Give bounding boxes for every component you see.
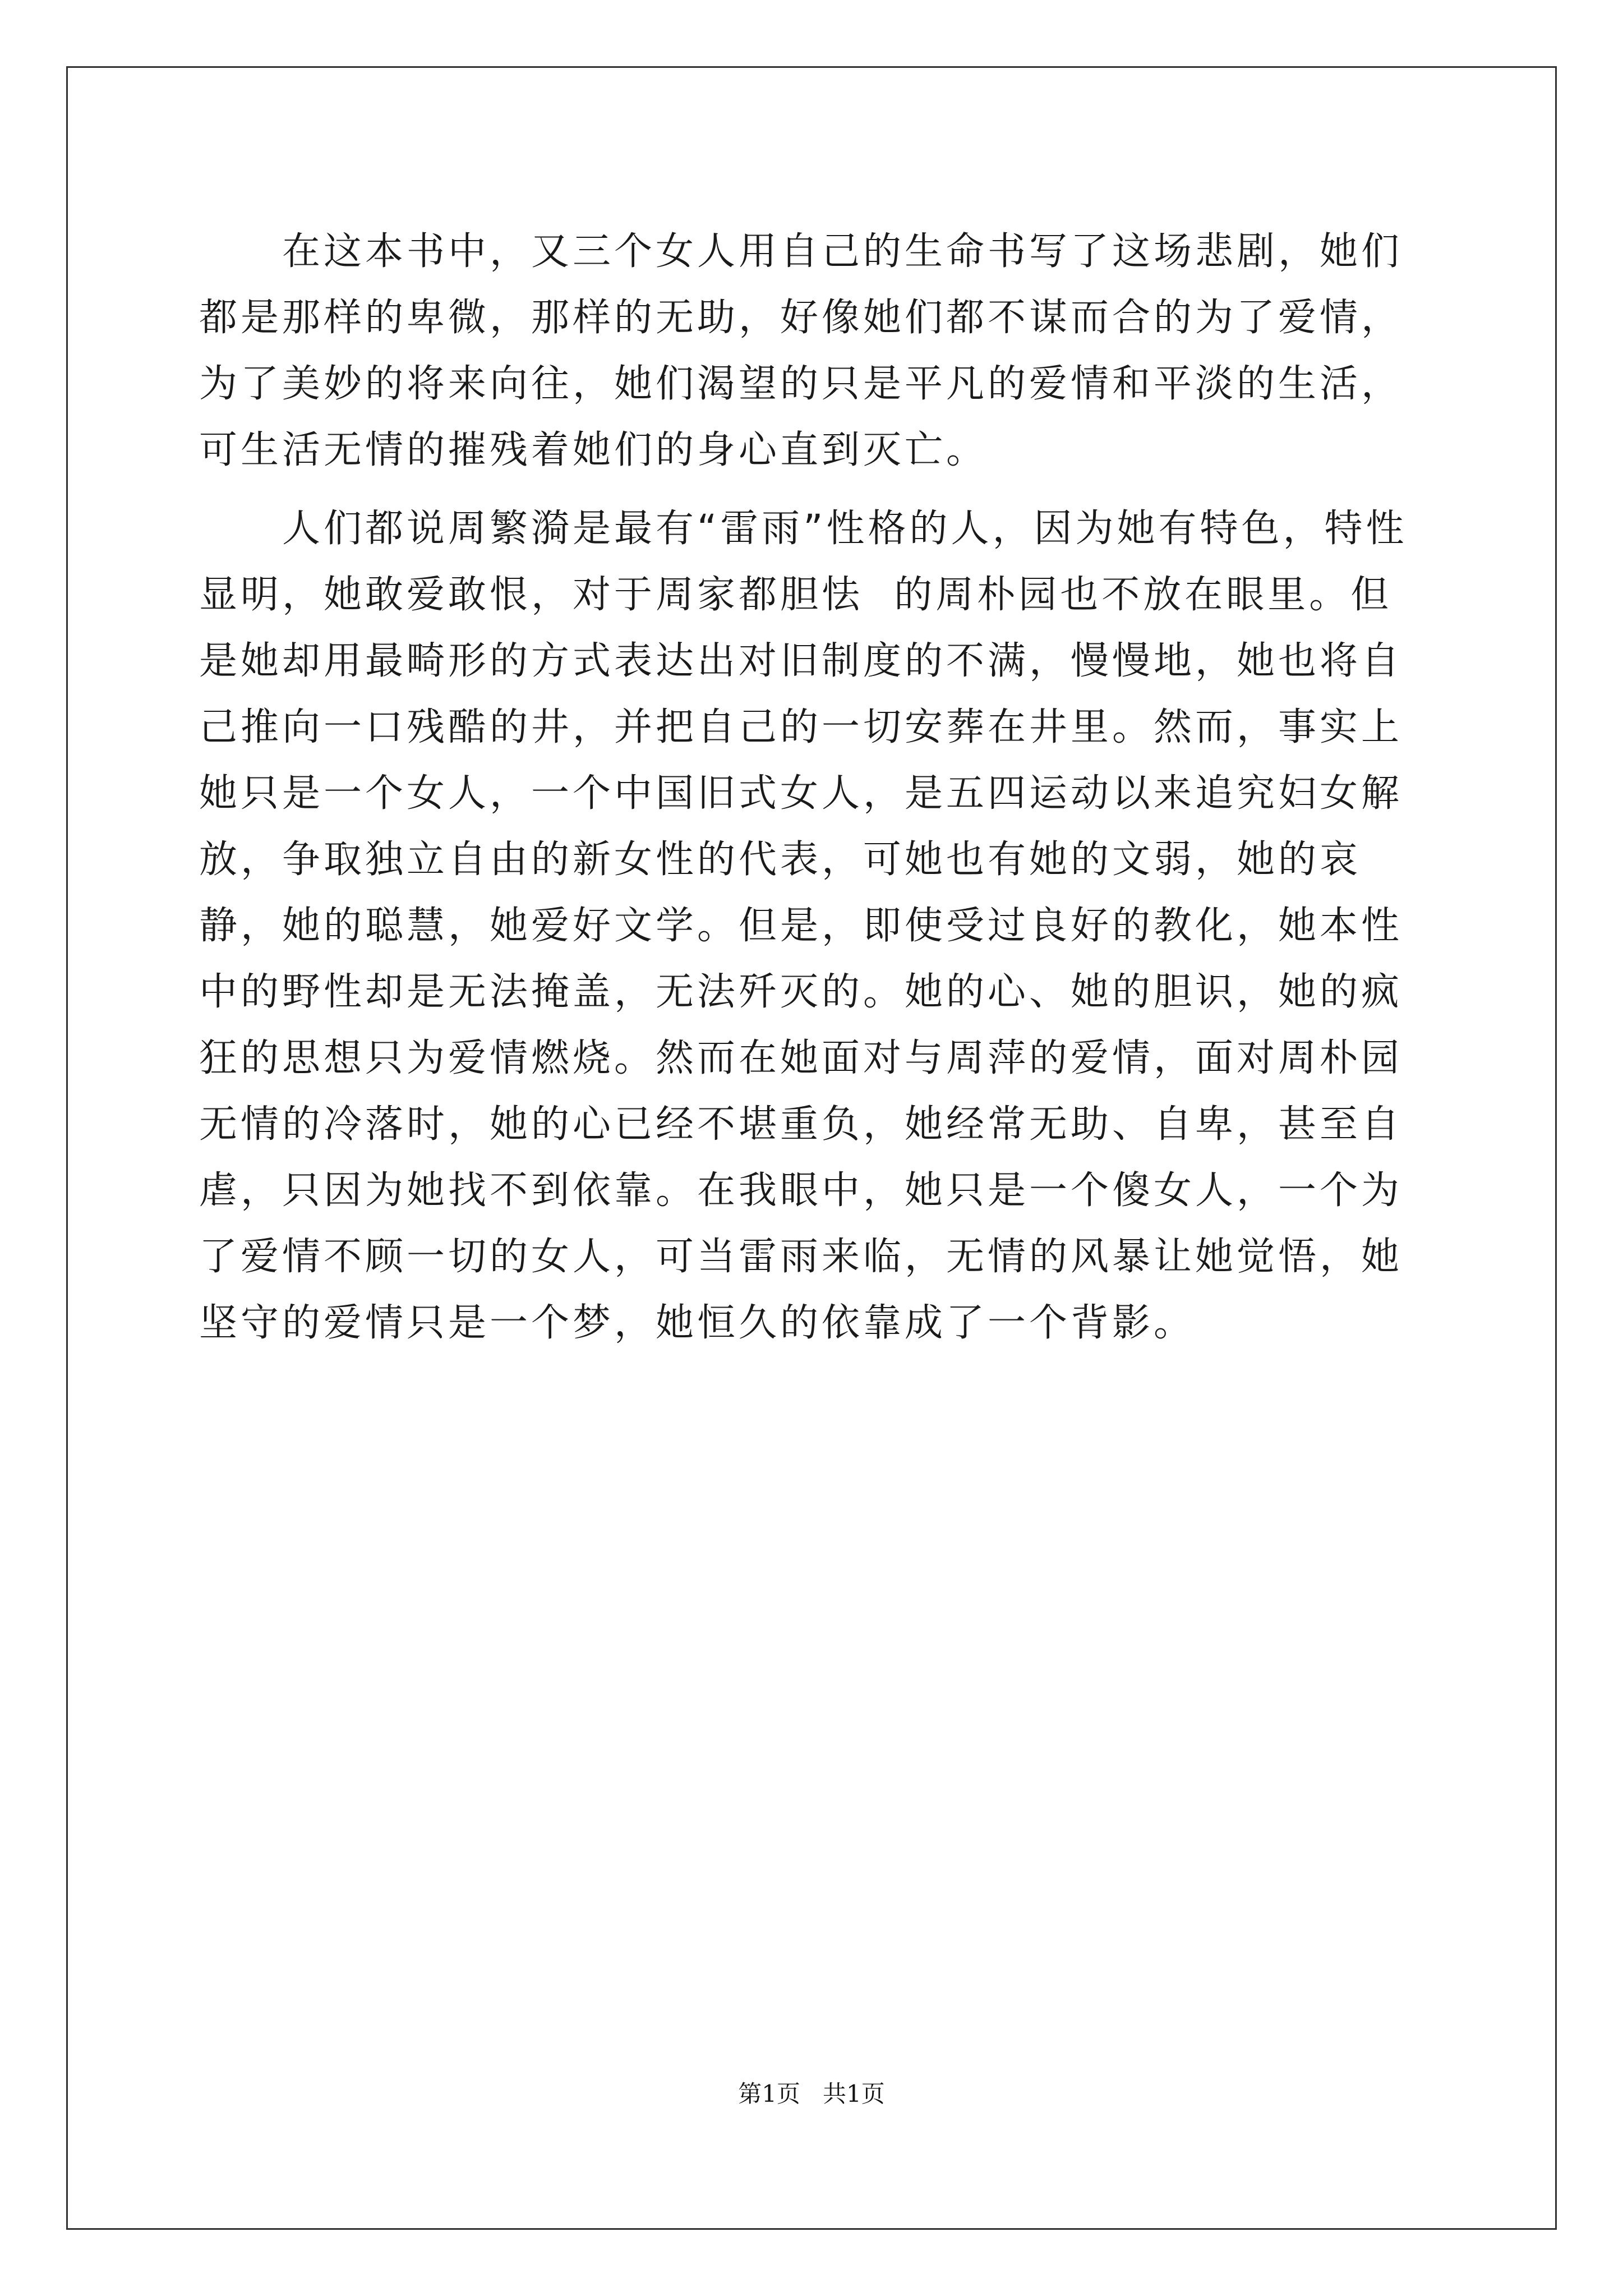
page-number: 第1页 xyxy=(738,2080,800,2108)
page-total: 共1页 xyxy=(823,2080,885,2108)
paragraph-2: 人们都说周繁漪是最有“雷雨”性格的人，因为她有特色，特性显明，她敢爱敢恨，对于周家都胆怯 的周朴园也不放在眼里。但是她却用最畸形的方式表达出对旧制度的不满，慢慢地，她也将自己推向一口残酷的井，并把自己的一切安葬在井里。然而，事实上她只是一个女人，一个中国旧式女人，是五四运动以来追究妇女解放，争取独立自由的新女性的代表，可她也有她的文弱，她的哀静，她的聪慧，她爱好文学。但是，即使受过良好的教化，她本性中的野性却是无法掩盖，无法歼灭的。她的心、她的胆识，她的疯狂的思想只为爱情燃烧。然而在她面对与周萍的爱情，面对周朴园无情的冷落时，她的心已经不堪重负，她经常无助、自卑，甚至自虐，只因为她找不到依靠。在我眼中，她只是一个傻女人，一个为了爱情不顾一切的女人，可当雷雨来临，无情的风暴让她觉悟，她坚守的爱情只是一个梦，她恒久的依靠成了一个背影。 xyxy=(199,507,1408,1345)
document-body xyxy=(199,219,1427,1369)
page-footer xyxy=(0,2078,1623,2110)
paragraph-1: 在这本书中，又三个女人用自己的生命书写了这场悲剧，她们都是那样的卑微，那样的无助，好像她们都不谋而合的为了爱情，为了美妙的将来向往，她们渴望的只是平凡的爱情和平淡的生活，可生活无情的摧残着她们的身心直到灭亡。 xyxy=(199,229,1403,472)
